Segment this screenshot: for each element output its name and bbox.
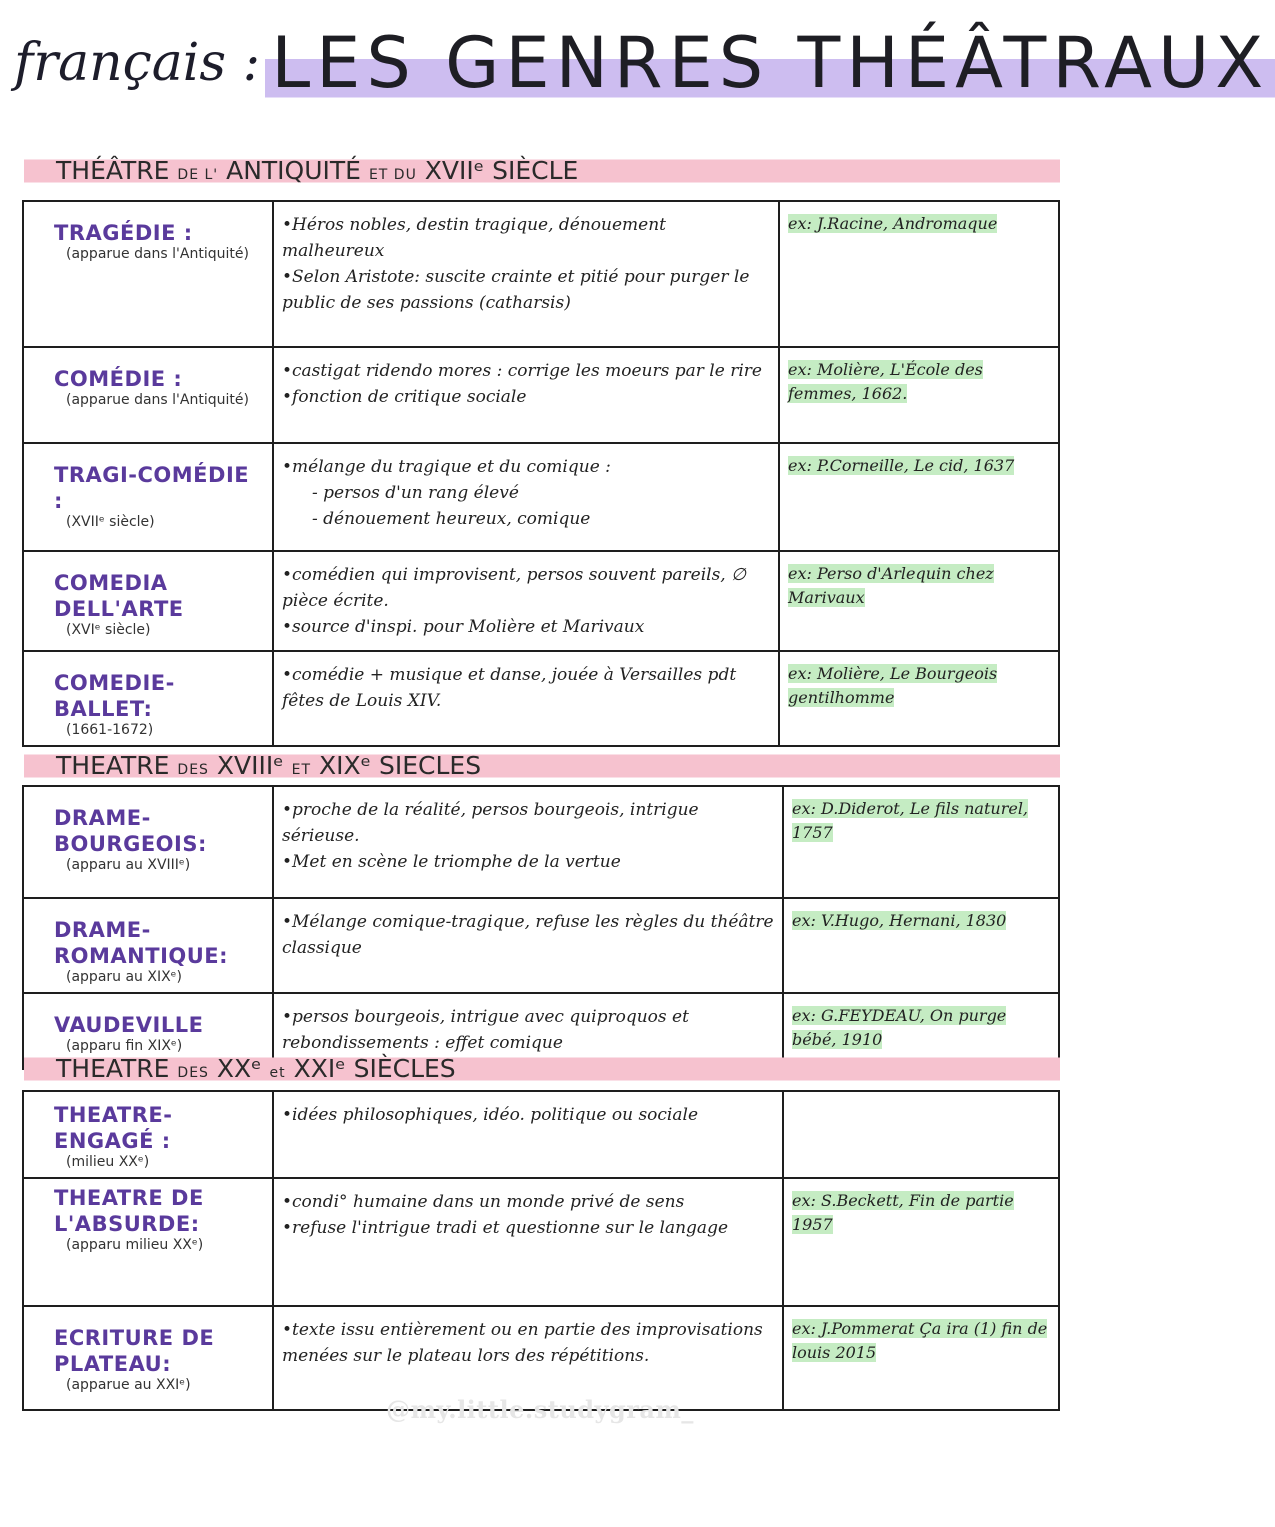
section-label-small: DES — [177, 762, 209, 778]
section-label: THÉÂTRE — [56, 156, 170, 185]
description-cell — [273, 443, 779, 551]
watermark: @my.little.studygram_ — [386, 1395, 694, 1424]
section-label-small: ET DU — [368, 167, 417, 183]
description-line: •Met en scène le triomphe de la vertue — [282, 852, 621, 872]
description-line: •texte issu entièrement ou en partie des improvisations menées sur le plateau lors des répétitions. — [282, 1320, 763, 1366]
description-line: •Héros nobles, destin tragique, dénouement malheureux — [282, 215, 666, 261]
description-cell — [273, 651, 779, 746]
example-text: ex: J.Racine, Andromaque — [788, 214, 998, 233]
description-line: •proche de la réalité, persos bourgeois, intrigue sérieuse. — [282, 800, 699, 846]
table-row — [23, 786, 1059, 898]
example-cell — [779, 347, 1059, 443]
table-row — [23, 1178, 1059, 1306]
description-cell — [273, 898, 783, 993]
table-row — [23, 347, 1059, 443]
genre-note: (XVIᵉ siècle) — [66, 622, 151, 638]
genre-name: THEATRE-ENGAGÉ : — [54, 1103, 173, 1153]
genre-name: TRAGI-COMÉDIE : — [54, 463, 250, 513]
section-label: XXIᵉ SIÈCLES — [293, 1054, 456, 1083]
genre-cell — [23, 1178, 273, 1306]
section-label: XXᵉ — [216, 1054, 262, 1083]
description-line: •persos bourgeois, intrigue avec quiproquos et rebondissements : effet comique — [282, 1007, 689, 1053]
table-row — [23, 651, 1059, 746]
section-label-small: et — [269, 1065, 286, 1081]
description-line: •mélange du tragique et du comique : — [282, 457, 611, 477]
genre-table-xviii-xix — [22, 785, 1060, 1070]
genre-note: (apparue dans l'Antiquité) — [66, 246, 249, 262]
description-cell — [273, 786, 783, 898]
description-line: •Mélange comique-tragique, refuse les règles du théâtre classique — [282, 912, 774, 958]
genre-cell — [23, 1091, 273, 1178]
section-label: THEATRE — [56, 1054, 170, 1083]
example-cell — [779, 201, 1059, 347]
table-row — [23, 898, 1059, 993]
description-cell — [273, 1178, 783, 1306]
genre-name: DRAME-BOURGEOIS: — [54, 806, 207, 856]
section-label: ANTIQUITÉ — [226, 156, 361, 185]
genre-cell — [23, 786, 273, 898]
genre-name: ECRITURE DE PLATEAU: — [54, 1326, 215, 1376]
description-cell — [273, 551, 779, 651]
description-cell — [273, 1091, 783, 1178]
section-header-xviii-xix — [24, 751, 1060, 781]
example-text: ex: G.FEYDEAU, On purge bébé, 1910 — [792, 1006, 1007, 1049]
genre-note: (apparu fin XIXᵉ) — [66, 1038, 183, 1054]
genre-name: THEATRE DE L'ABSURDE: — [54, 1186, 204, 1236]
section-label: XIXᵉ SIECLES — [318, 751, 482, 780]
genre-name: COMÉDIE : — [54, 367, 183, 391]
example-text: ex: Molière, L'École des femmes, 1662. — [788, 360, 983, 403]
example-text: ex: Molière, Le Bourgeois gentilhomme — [788, 664, 998, 707]
genre-cell — [23, 201, 273, 347]
example-text: ex: P.Corneille, Le cid, 1637 — [788, 456, 1015, 475]
description-line: - dénouement heureux, comique — [312, 509, 591, 529]
genre-note: (1661-1672) — [66, 722, 154, 738]
table-row — [23, 201, 1059, 347]
description-line: •idées philosophiques, idéo. politique ou sociale — [282, 1105, 699, 1125]
section-label-small: DES — [177, 1065, 209, 1081]
example-text: ex: V.Hugo, Hernani, 1830 — [792, 911, 1007, 930]
example-cell — [779, 551, 1059, 651]
example-cell — [783, 1091, 1059, 1178]
genre-table-xx-xxi — [22, 1090, 1060, 1411]
title-main: LES GENRES THÉÂTRAUX — [265, 22, 1275, 104]
section-label: XVIIIᵉ — [216, 751, 284, 780]
table-row — [23, 443, 1059, 551]
description-line: •castigat ridendo mores : corrige les moeurs par le rire — [282, 361, 762, 381]
description-cell — [273, 347, 779, 443]
example-text: ex: J.Pommerat Ça ira (1) fin de louis 2015 — [792, 1319, 1048, 1362]
genre-note: (apparu milieu XXᵉ) — [66, 1237, 204, 1253]
genre-note: (apparu au XIXᵉ) — [66, 969, 182, 985]
section-header-xx-xxi — [24, 1054, 1060, 1084]
genre-cell — [23, 651, 273, 746]
description-line: •comédien qui improvisent, persos souvent pareils, ∅ pièce écrite. — [282, 565, 746, 611]
genre-cell — [23, 347, 273, 443]
genre-name: TRAGÉDIE : — [54, 221, 193, 245]
section-label: THEATRE — [56, 751, 170, 780]
example-cell — [783, 898, 1059, 993]
genre-note: (XVIIᵉ siècle) — [66, 514, 155, 530]
genre-name: COMEDIE-BALLET: — [54, 671, 175, 721]
section-label-small: DE L' — [177, 167, 219, 183]
example-text: ex: Perso d'Arlequin chez Marivaux — [788, 564, 994, 607]
genre-note: (apparu au XVIIIᵉ) — [66, 857, 191, 873]
description-line: •comédie + musique et danse, jouée à Versailles pdt fêtes de Louis XIV. — [282, 665, 737, 711]
example-cell — [783, 1178, 1059, 1306]
description-line: •refuse l'intrigue tradi et questionne sur le langage — [282, 1218, 729, 1238]
description-line: •source d'inspi. pour Molière et Marivaux — [282, 617, 645, 637]
genre-name: DRAME-ROMANTIQUE: — [54, 918, 229, 968]
genre-cell — [23, 443, 273, 551]
page-title — [14, 22, 1270, 132]
description-line: - persos d'un rang élevé — [312, 483, 519, 503]
section-label: XVIIᵉ SIÈCLE — [424, 156, 579, 185]
description-line: •fonction de critique sociale — [282, 387, 527, 407]
example-cell — [779, 651, 1059, 746]
title-prefix: français : — [14, 33, 261, 93]
example-text: ex: D.Diderot, Le fils naturel, 1757 — [792, 799, 1029, 842]
example-cell — [783, 786, 1059, 898]
example-text: ex: S.Beckett, Fin de partie 1957 — [792, 1191, 1014, 1234]
genre-note: (apparue au XXIᵉ) — [66, 1377, 191, 1393]
genre-note: (apparue dans l'Antiquité) — [66, 392, 249, 408]
description-line: •condi° humaine dans un monde privé de sens — [282, 1192, 685, 1212]
table-row — [23, 1091, 1059, 1178]
section-header-antiquite — [24, 156, 1060, 186]
section-label-small: ET — [291, 762, 312, 778]
description-line: •Selon Aristote: suscite crainte et pitié pour purger le public de ses passions (catharsis) — [282, 267, 750, 313]
genre-table-antiquite — [22, 200, 1060, 747]
genre-note: (milieu XXᵉ) — [66, 1154, 150, 1170]
description-cell — [273, 201, 779, 347]
genre-cell — [23, 898, 273, 993]
table-row — [23, 551, 1059, 651]
genre-name: VAUDEVILLE — [54, 1013, 204, 1037]
genre-name: COMEDIA DELL'ARTE — [54, 571, 184, 621]
example-cell — [779, 443, 1059, 551]
genre-cell — [23, 551, 273, 651]
